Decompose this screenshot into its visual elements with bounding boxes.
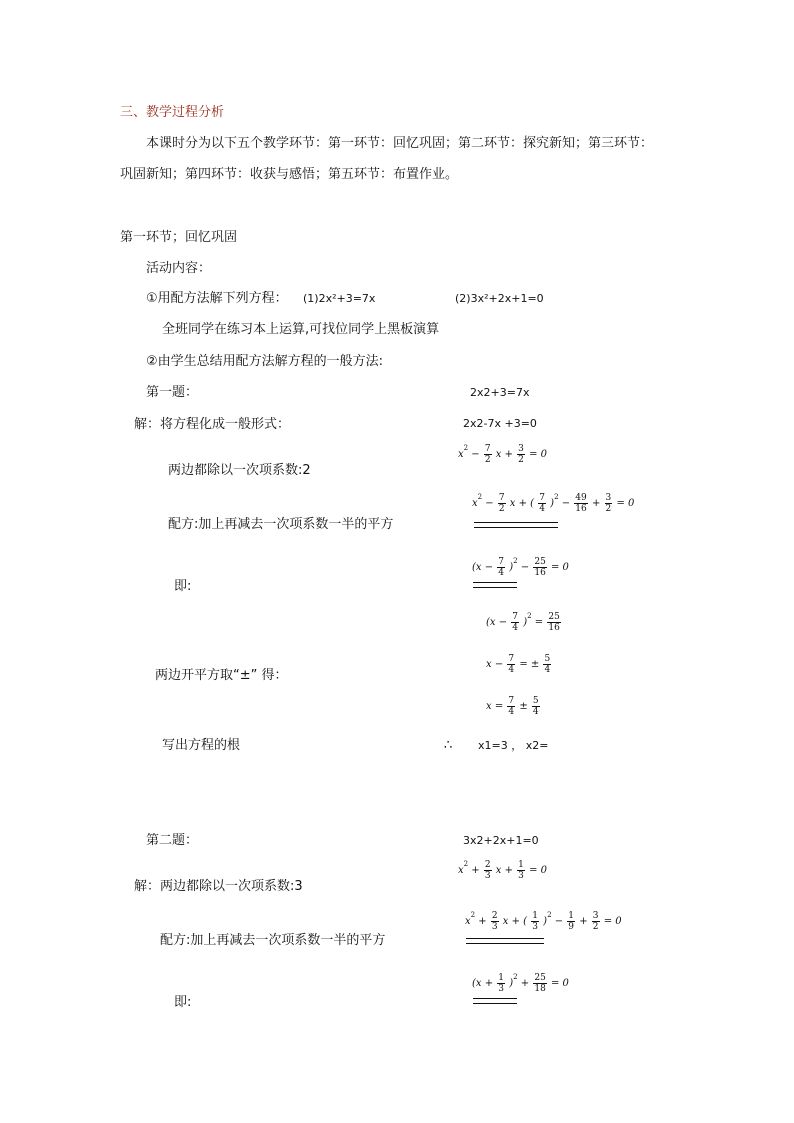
- problem1-step3-label: 配方:加上再减去一次项系数一半的平方: [168, 517, 394, 532]
- problem1-square-root: x − $\frac{7}{4}$ = ± $\frac{5}{4}$: [486, 654, 551, 675]
- problem2-completed-square-equation: x2 + $\frac{2}{3}$ x + ( $\frac{1}{3}$ )2 − $\frac{1}{9}$ + $\frac{3}{2}$ = 0: [465, 910, 622, 932]
- problem1-completed-square-equation: x2 − $\frac{7}{2}$ x + ( $\frac{7}{4}$ )2 − $\frac{49}{16}$ + $\frac{3}{2}$ = 0: [472, 492, 635, 514]
- section-title: 三、教学过程分析: [120, 105, 225, 120]
- activity-label: 活动内容：: [146, 261, 212, 276]
- problem2-divided-equation: x2 + $\frac{2}{3}$ x + $\frac{1}{3}$ = 0: [458, 859, 548, 881]
- problem1-double-underline-1: [474, 522, 558, 528]
- problem2-equation: 3x2+2x+1=0: [463, 834, 539, 847]
- problem1-square-form: (x − $\frac{7}{4}$ )2 − $\frac{25}{16}$ = 0: [472, 556, 569, 578]
- exercise-prompt: ①用配方法解下列方程：: [146, 291, 288, 306]
- problem2-label: 第二题：: [146, 833, 199, 848]
- problem1-step5-label: 两边开平方取“±” 得：: [155, 668, 288, 683]
- intro-line-1: 本课时分为以下五个教学环节：第一环节：回忆巩固；第二环节：探究新知；第三环节：: [146, 136, 654, 151]
- problem2-step3-label: 即:: [174, 995, 192, 1010]
- problem1-step1-label: 解：将方程化成一般形式：: [134, 417, 291, 432]
- class-note: 全班同学在练习本上运算,可找位同学上黑板演算: [162, 322, 440, 337]
- problem1-solution-form: x = $\frac{7}{4}$ ± $\frac{5}{4}$: [486, 696, 539, 717]
- link1-title: 第一环节；回忆巩固: [120, 230, 238, 245]
- problem2-square-form: (x + $\frac{1}{3}$ )2 + $\frac{25}{18}$ = 0: [472, 972, 569, 994]
- problem1-label: 第一题：: [146, 385, 199, 400]
- problem1-roots: x1=3 ， x2=: [478, 739, 549, 752]
- exercise-equation-2: (2)3x²+2x+1=0: [455, 292, 544, 305]
- problem1-double-underline-2: [473, 582, 517, 588]
- problem1-step4-label: 即:: [174, 579, 192, 594]
- intro-line-2: 巩固新知；第四环节：收获与感悟；第五环节：布置作业。: [120, 167, 459, 182]
- problem1-step6-label: 写出方程的根: [162, 738, 241, 753]
- problem2-step1-label: 解：两边都除以一次项系数:3: [134, 879, 303, 894]
- exercise-equation-1: (1)2x²+3=7x: [303, 292, 376, 305]
- problem2-double-underline-2: [473, 998, 517, 1004]
- therefore-symbol: ∴: [444, 738, 453, 753]
- problem2-step2-label: 配方:加上再减去一次项系数一半的平方: [160, 933, 386, 948]
- summary-prompt: ②由学生总结用配方法解方程的一般方法:: [146, 354, 384, 369]
- problem2-double-underline-1: [466, 938, 544, 944]
- problem1-isolated-square: (x − $\frac{7}{4}$ )2 = $\frac{25}{16}$: [486, 611, 560, 633]
- problem1-step1-equation: 2x2-7x +3=0: [463, 417, 537, 430]
- problem1-step2-label: 两边都除以一次项系数:2: [168, 463, 311, 478]
- problem1-divided-equation: x2 − $\frac{7}{2}$ x + $\frac{3}{2}$ = 0: [458, 443, 548, 465]
- problem1-equation: 2x2+3=7x: [470, 386, 530, 399]
